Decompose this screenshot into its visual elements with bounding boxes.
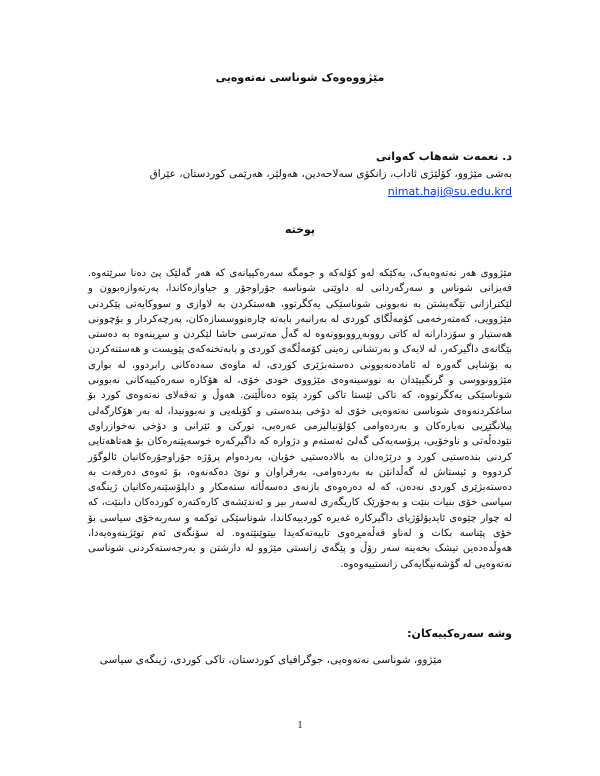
abstract-body: مێژووی هەر نەتەوەیەک، بەکێکە لەو کۆلەکە و جومگە سەرەکییانەی کە هەر گەلێک پێ دەنا سرێتەوە. فەیزانی شوناس و سەرگەردانی لە داوێنی شوناسە جۆراوجۆر و جیاوازەکاندا، پەرتەوازەبوون و لێکترازانی تێگەیشتن بە نەبوونی شوناسێکی یەکگرتوو، هەستکردن بە لاوازی و سووکایەتی پێکردنی مێژوویی، کەمتەرخەمی کۆمەڵگای کوردی لە بەرانبەر بابەتە چارەنووسسازەکان، پەرچەکردار و بۆچوونی هەستیار و سۆزدارانە لە کاتی رووبەڕووبوونەوە لە گەڵ مەترسی حاشا لێکردن و سڕینەوە بە دەستی بێگانەی داگیرکەر، لە لایەک و بەرتشانی زەینی کۆمەڵگەی کوردی و بابەتخنەکەی پێویست و هەستنەکردن بە بۆشایی گەورە لە ئامادەنەبوونی دەستەبژێری کوردی، لە ماوەی سەدەکانی رابردوو، لە بواری مێژوونووسی و گرنگیپێدان بە نووسینەوەی مێژووی خودی خۆی، لە هۆکارە سەرەکییەکانی نەبوونی شوناسێکی یەکگرتووە، کە تاکی ئێستا تاکی کورد پێوە دەناڵێنێ. هەوڵ و تەقەلای نەتەوەی کورد بۆ ساغکردنەوەی شوناسی نەتەوەیی خۆی لە دۆخی بندەستی و کۆیلەیی و نەبوونیدا، لە بەر هۆکارگەلی پیلانگێڕیی نەیارەکان و بەردەوامی کۆلۆنیالیزمی عەرەبی، تورکی و ئێرانی و دۆخی نەخوازراوی نێودەڵەتی و ناوخۆیی، پرۆسەیەکی گەلێ ئەستەم و دژوارە کە داگیرکەرە خوسەپێنەرەکان بۆ هەتاهەتایی کردنی بندەستیی کورد و درێژەدان بە بالادەستیی خۆیان، بەردەوام پرۆژە جۆراوجۆرەکانیان ئالوگۆر کردووە و ئیستاش لە گەڵدانێن بە بەردەوامی، بەرفراوان و نوێ دەکەنەوە، بۆ ئەوەی دەرفەت بە دەستەبژێری کوردی نەدەن، کە لە دەرەوەی بازنەی دەسەڵاتە ستەمکار و داپلۆسێنەرەکانیان ژینگەی سیاسی خۆی بنیات بنێت و بەجۆرێک کاریگەری لەسەر بیر و ئەندێشەی کارەکتەرە کوردەکان دابنێت، کە لە چوار چێوەی ئایدیۆلۆژیای داگیرکارە غەیرە کوردییەکاندا، شوناسێکی توکمە و سەربەخۆی سیاسی بۆ خۆی پێناسە بکات و لەناو قەڵەمڕەوی تایبەتەکەیدا بیتوێنێتەوە. لە سۆنگەی ئەم توێژینەوەیەدا، هەوڵدەدەین تیشک بخەینە سەر رۆڵ و پێگەی زانستی مێژوو لە دارشتن و بەرجەستەکردنی شوناسی نەتەوەیی لە گۆشەنیگایەکی زانستییەوەوە. bbox=[88, 268, 512, 570]
keywords-heading: وشە سەرەکییەکان: bbox=[407, 627, 512, 640]
page-number: 1 bbox=[297, 720, 303, 731]
author-name: د. نعمەت شەهاب کەوانی bbox=[376, 150, 512, 163]
abstract-heading: پوختە bbox=[284, 223, 316, 236]
author-block bbox=[60, 148, 512, 200]
author-affiliation: بەشی مێژوو، کۆلێژی ئاداب، زانکۆی سەلاحەدین، هەولێر، هەرێمی کوردستان، عێراق bbox=[149, 168, 512, 180]
paper-title: مێژووەوەک شوناسی نەتەوەیی bbox=[215, 71, 385, 84]
author-email-link[interactable]: nimat.haji@su.edu.krd bbox=[387, 185, 512, 198]
keywords-text: مێژوو، شوناسی نەتەوەیی، جوگرافیای کوردستان، تاکی کوردی، ژینگەی سیاسی bbox=[99, 654, 442, 666]
